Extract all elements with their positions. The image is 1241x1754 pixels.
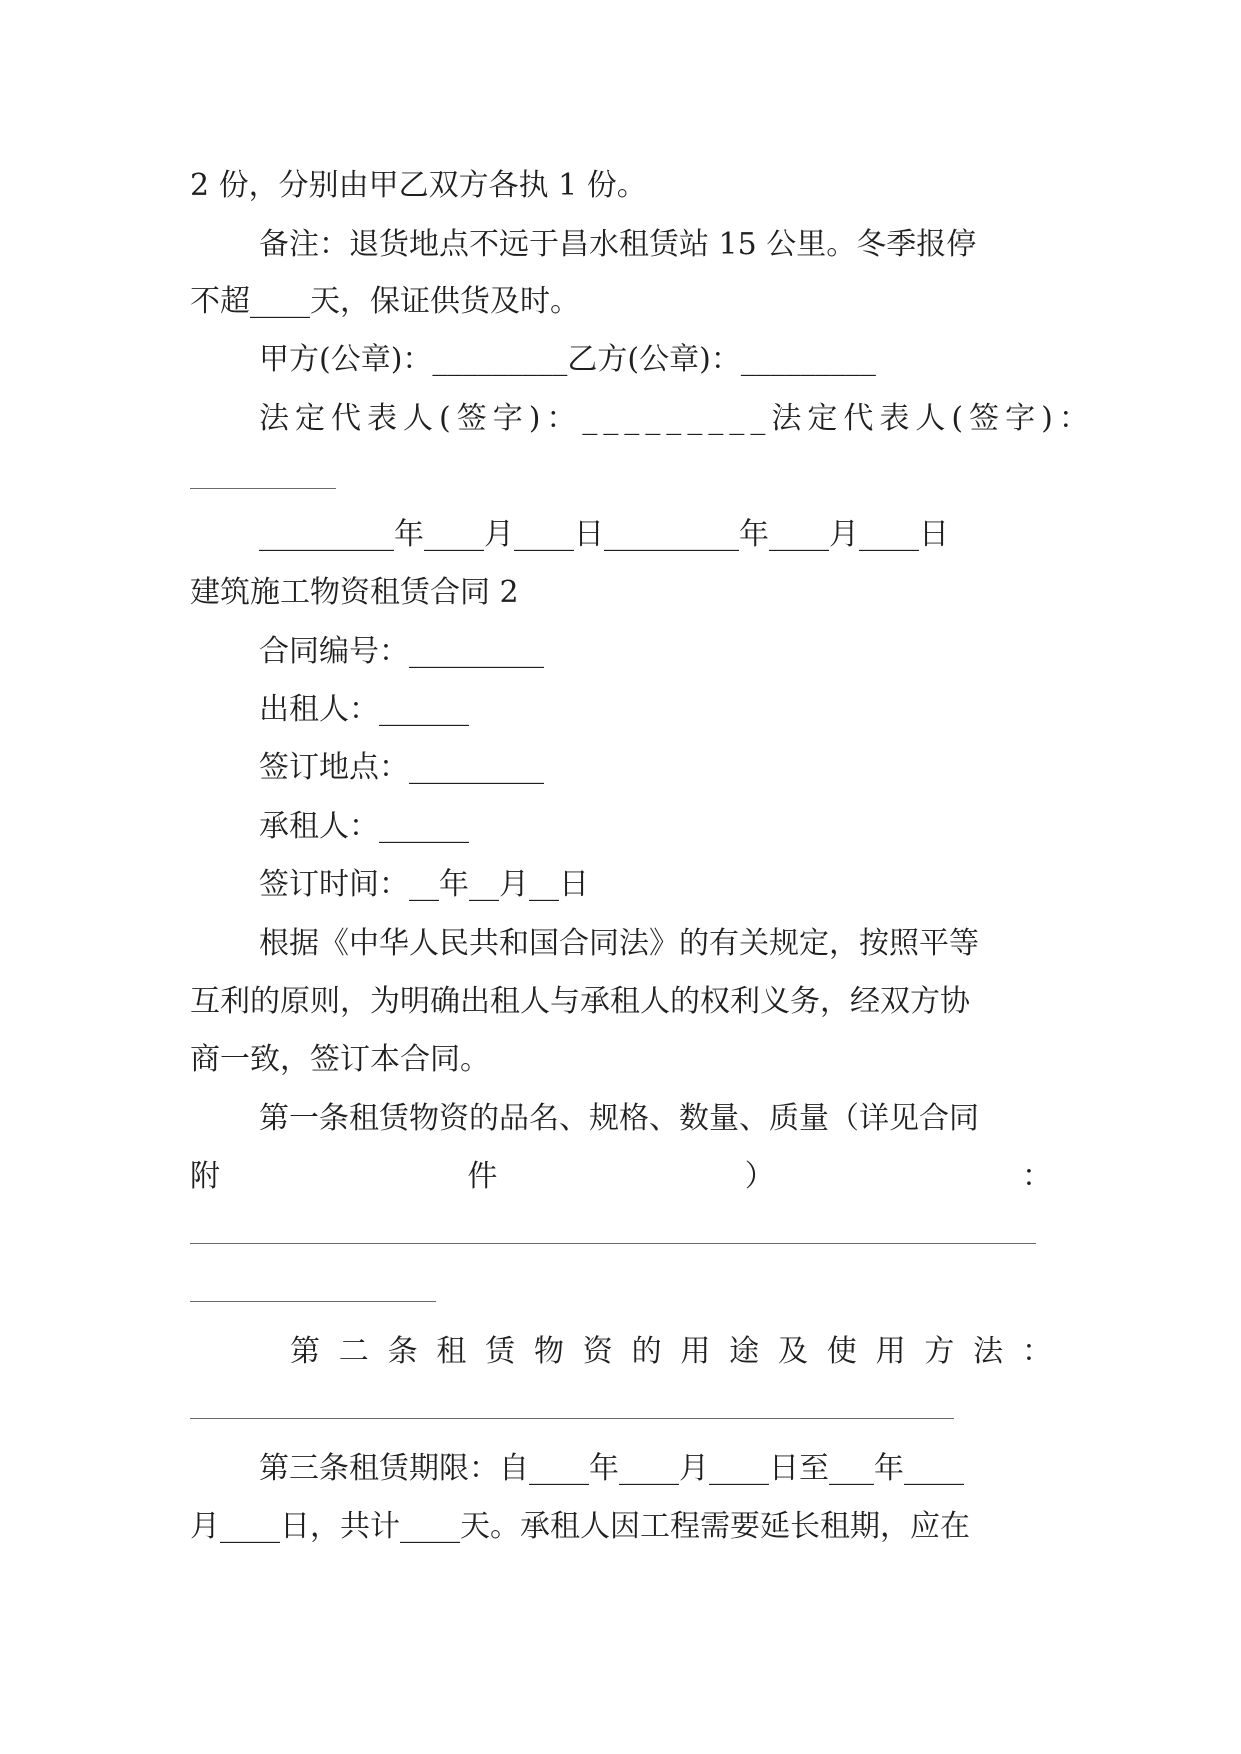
text-fragment: 使: [826, 1334, 857, 1369]
article-one-heading: 第一条租赁物资的品名、规格、数量、质量（详见合同: [259, 1101, 979, 1136]
party-seal-line: 甲方(公章)：_________乙方(公章)：_________: [259, 342, 876, 377]
text-fragment: 租: [436, 1334, 467, 1369]
preamble-line: 商一致，签订本合同。: [190, 1042, 490, 1077]
preamble-line: 互利的原则，为明确出租人与承租人的权利义务，经双方协: [190, 984, 970, 1019]
date-line: _________年____月____日_________年____月____日: [259, 517, 949, 552]
legal-rep-signature-line: 法定代表人(签字)：_________法定代表人(签字)：: [259, 401, 1095, 436]
blank-underline: [190, 1243, 1036, 1244]
text-fragment: 件: [467, 1159, 498, 1194]
signing-time-field: 签订时间：__年__月__日: [259, 867, 589, 902]
article-three-line: 月____日，共计____天。承租人因工程需要延长租期，应在: [190, 1509, 970, 1544]
text-fragment: 法: [973, 1334, 1004, 1369]
text-fragment: 二: [338, 1334, 369, 1369]
contract-number-field: 合同编号：_________: [259, 634, 544, 669]
text-fragment: 方: [924, 1334, 955, 1369]
text-fragment: 用: [680, 1334, 711, 1369]
remark-line: 备注：退货地点不远于昌水租赁站 15 公里。冬季报停: [259, 227, 977, 262]
text-fragment: ）: [744, 1159, 775, 1194]
text-fragment: 附: [190, 1159, 220, 1194]
text-fragment: 第: [290, 1334, 320, 1369]
article-one-continuation: [190, 1157, 1052, 1197]
text-fragment: 的: [631, 1334, 662, 1369]
text-fragment: 物: [533, 1334, 564, 1369]
article-two-heading: [290, 1332, 1052, 1372]
signing-place-field: 签订地点：_________: [259, 750, 544, 785]
remark-line: 不超____天，保证供货及时。: [190, 284, 580, 319]
preamble-line: 根据《中华人民共和国合同法》的有关规定，按照平等: [259, 926, 979, 961]
text-fragment: 及: [777, 1334, 808, 1369]
text-fragment: ：: [1021, 1334, 1052, 1369]
text-line: 2 份，分别由甲乙双方各执 1 份。: [190, 168, 647, 203]
text-fragment: 途: [729, 1334, 760, 1369]
blank-underline: [190, 1301, 436, 1302]
text-fragment: 赁: [485, 1334, 516, 1369]
lessor-field: 出租人：______: [259, 692, 469, 727]
text-fragment: 条: [387, 1334, 418, 1369]
text-fragment: 用: [875, 1334, 906, 1369]
article-three-line: 第三条租赁期限：自____年____月____日至___年____: [259, 1451, 964, 1486]
blank-underline: [190, 1418, 954, 1419]
blank-underline: [190, 488, 336, 489]
contract-title: 建筑施工物资租赁合同 2: [190, 575, 519, 610]
lessee-field: 承租人：______: [259, 809, 469, 844]
text-fragment: ：: [1021, 1159, 1052, 1194]
text-fragment: 资: [582, 1334, 613, 1369]
